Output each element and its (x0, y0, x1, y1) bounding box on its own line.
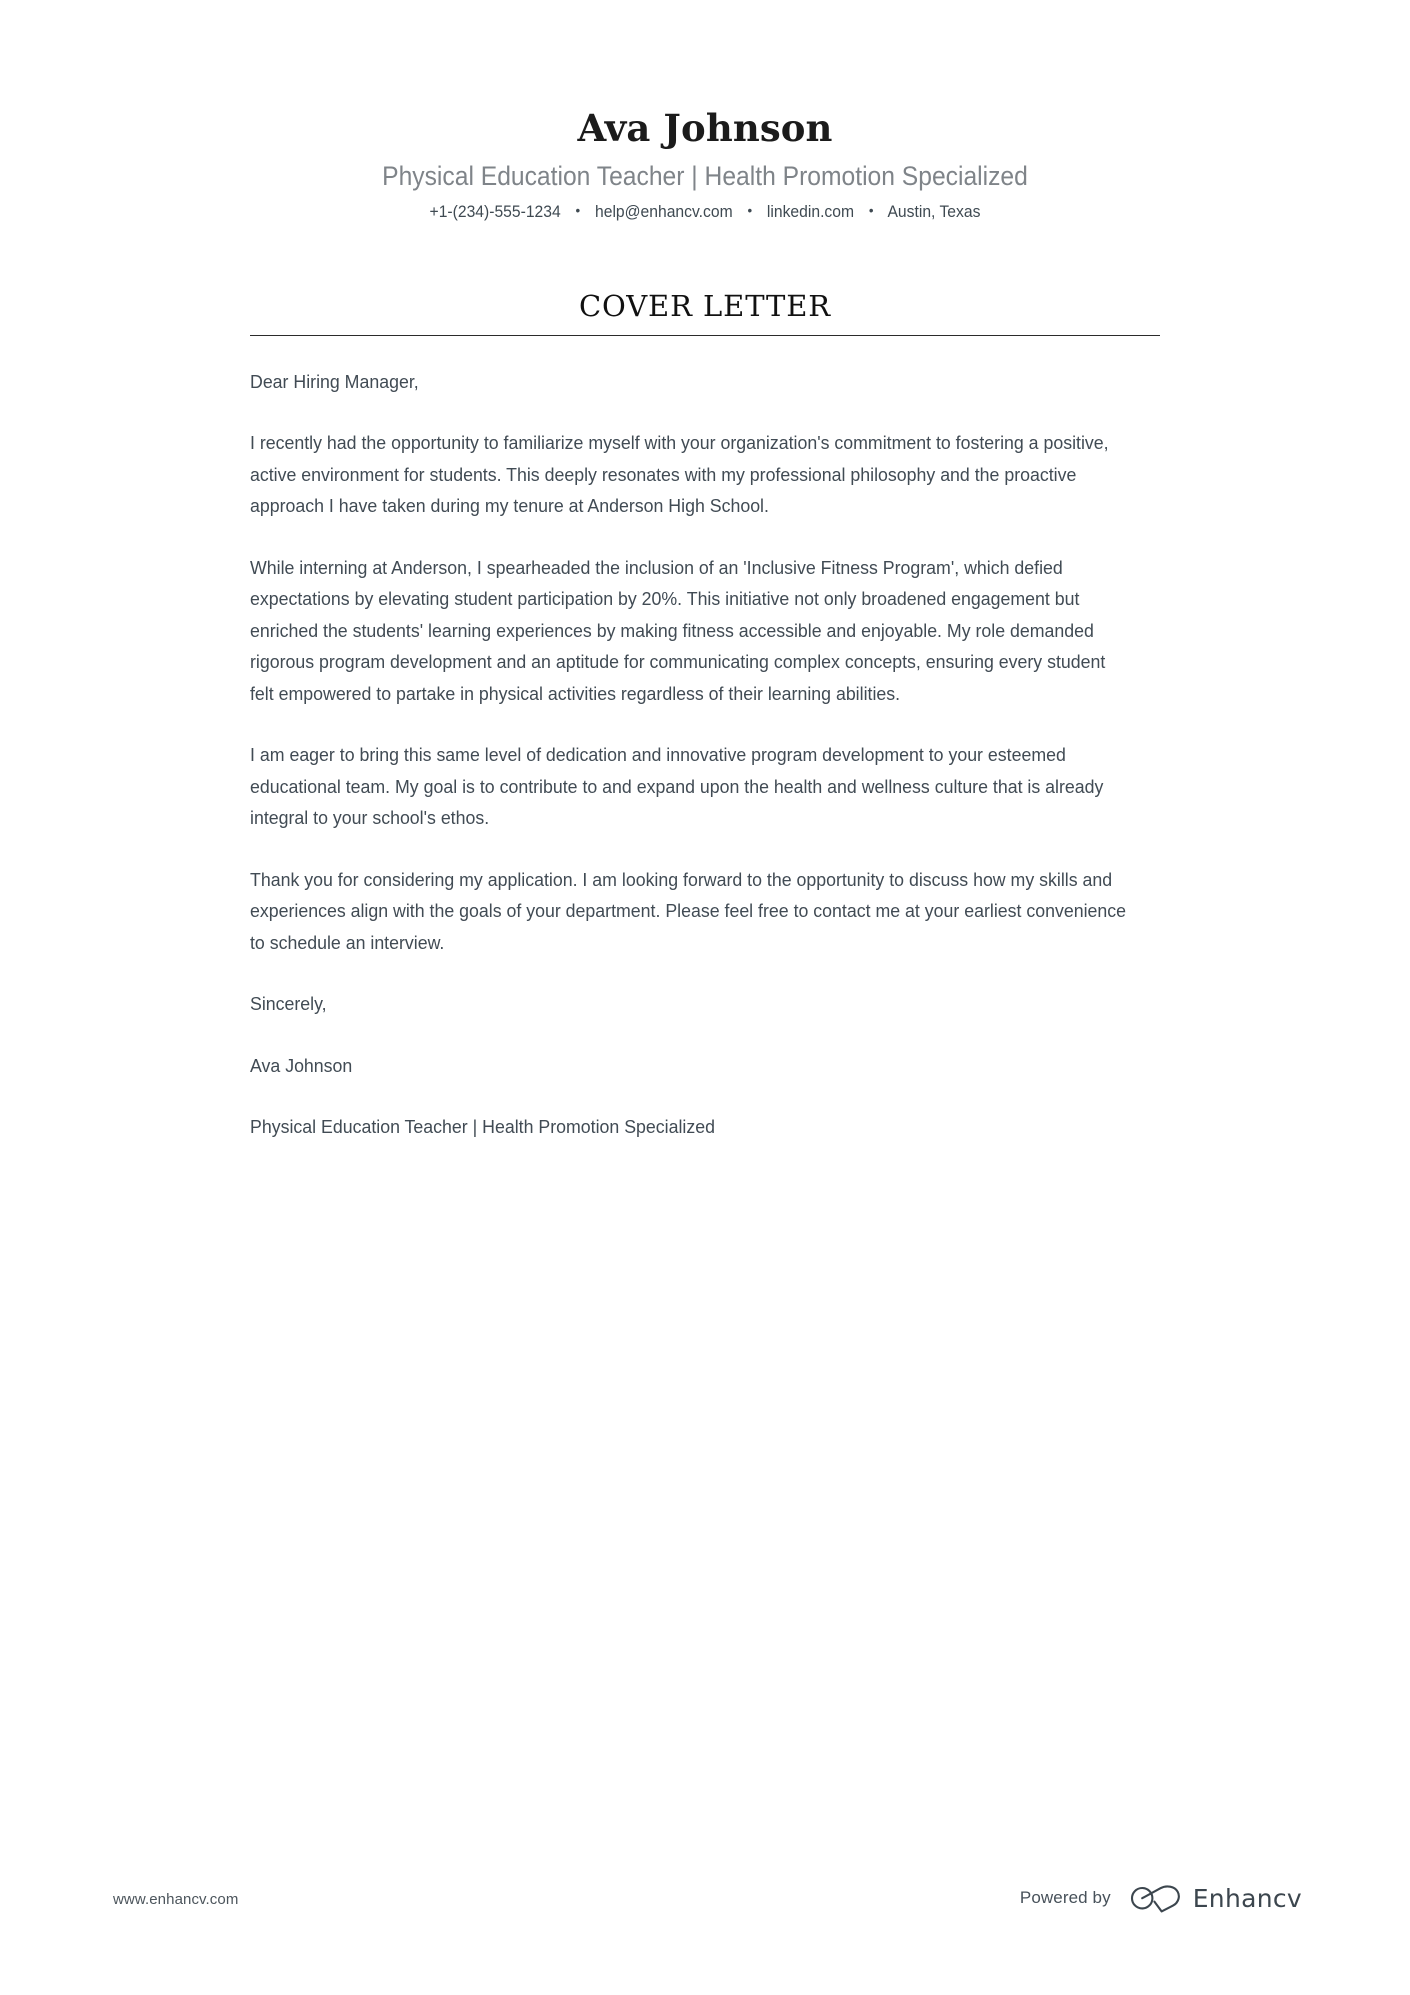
letter-body (250, 336, 1160, 1143)
contact-separator-icon: • (575, 202, 581, 219)
enhancv-wordmark: Enhancv (1192, 1883, 1302, 1913)
signature-name: Ava Johnson (250, 1054, 353, 1076)
candidate-name: Ava Johnson (577, 106, 833, 150)
contact-phone: +1-(234)-555-1234 (429, 203, 561, 222)
page-footer (0, 1883, 1410, 1917)
closing-salutation: Sincerely, (250, 993, 327, 1015)
letter-paragraph: I recently had the opportunity to familiarize myself with your organization's commitment to fostering a positive, active environment for students. This deeply resonates with my professional philosophy and the proactive approach I have taken during my tenure at Anderson High School. (250, 432, 1109, 517)
letter-paragraph: While interning at Anderson, I spearheaded the inclusion of an 'Inclusive Fitness Program', which defied expectations by elevating student participation by 20%. This initiative not only broadened engagement but enriched the students' learning experiences by making fitness accessible and enjoyable. My role demanded rigorous program development and an aptitude for communicating complex concepts, ensuring every student felt empowered to partake in physical activities regardless of their learning abilities. (250, 556, 1106, 704)
contact-separator-icon: • (747, 202, 753, 219)
enhancv-infinity-logo-icon (1130, 1883, 1182, 1913)
candidate-headline: Physical Education Teacher | Health Promotion Specialized (382, 161, 1028, 192)
section-title: COVER LETTER (578, 288, 832, 323)
contact-location: Austin, Texas (887, 203, 981, 222)
footer-website-link[interactable]: www.enhancv.com (113, 1891, 239, 1908)
salutation: Dear Hiring Manager, (250, 370, 419, 392)
contact-linkedin[interactable]: linkedin.com (766, 203, 855, 222)
letter-paragraph: Thank you for considering my application. I am looking forward to the opportunity to discuss how my skills and experiences align with the goals of your department. Please feel free to contact me at your earliest convenience to schedule an interview. (250, 868, 1127, 953)
signature-title: Physical Education Teacher | Health Promotion Specialized (250, 1116, 715, 1138)
letter-header (0, 0, 1410, 223)
enhancv-logo-lockup[interactable] (1130, 1883, 1302, 1913)
contact-details-line (35, 202, 1375, 223)
footer-branding (1020, 1883, 1302, 1913)
contact-email[interactable]: help@enhancv.com (595, 203, 733, 222)
letter-paragraph: I am eager to bring this same level of dedication and innovative program development to your esteemed educational team. My goal is to contribute to and expand upon the health and wellness culture that is already integral to your school's ethos. (250, 744, 1104, 829)
cover-letter-section-header (250, 223, 1160, 336)
powered-by-label: Powered by (1019, 1888, 1111, 1907)
contact-separator-icon: • (868, 202, 874, 219)
